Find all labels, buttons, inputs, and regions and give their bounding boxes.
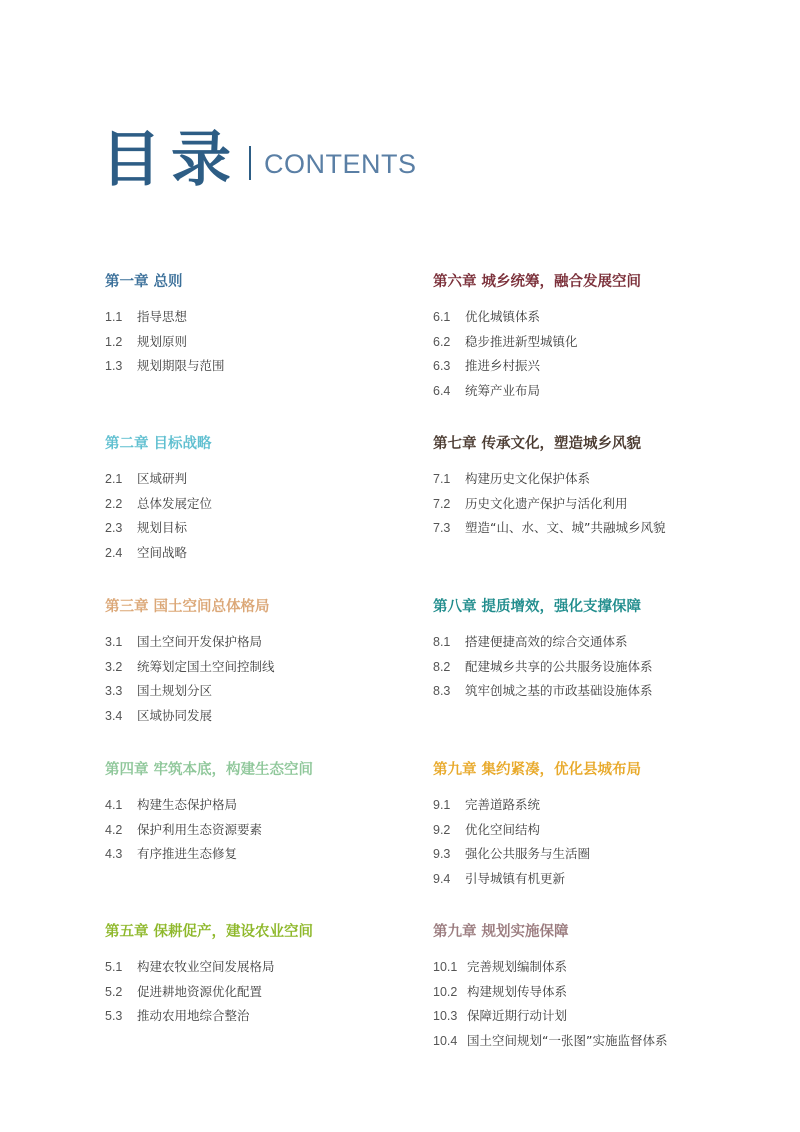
item-label: 筑牢创城之基的市政基础设施体系 (465, 683, 653, 698)
toc-title-en: CONTENTS (264, 149, 417, 179)
item-label: 有序推进生态修复 (137, 846, 238, 861)
toc-item[interactable] (433, 467, 763, 492)
toc-item[interactable] (433, 516, 763, 541)
item-label: 推进乡村振兴 (465, 358, 541, 373)
chapter-title: 第六章 城乡统筹，融合发展空间 (433, 274, 642, 290)
item-label: 完善规划编制体系 (467, 959, 568, 974)
toc-item[interactable] (433, 354, 763, 379)
toc-item[interactable] (433, 1029, 763, 1054)
item-number: 3.1 (105, 635, 123, 649)
toc-item[interactable] (433, 818, 763, 843)
toc-item[interactable] (105, 955, 435, 980)
toc-item[interactable] (433, 305, 763, 330)
toc-item[interactable] (433, 330, 763, 355)
item-label: 构建规划传导体系 (467, 983, 568, 999)
item-number: 8.3 (433, 684, 451, 698)
chapter-9 (433, 760, 763, 891)
item-number: 2.4 (105, 545, 123, 560)
toc-item[interactable] (105, 630, 435, 655)
chapter-2 (105, 434, 435, 565)
toc-item[interactable] (105, 305, 435, 330)
toc-item[interactable] (433, 492, 763, 517)
item-number: 3.2 (105, 659, 123, 674)
toc-item[interactable] (433, 655, 763, 680)
item-label: 稳步推进新型城镇化 (465, 333, 578, 349)
toc-item[interactable] (105, 467, 435, 492)
item-label: 保障近期行动计划 (467, 1008, 568, 1023)
item-number: 9.4 (433, 871, 451, 886)
item-label: 总体发展定位 (137, 495, 213, 511)
toc-item[interactable] (433, 867, 763, 892)
item-label: 历史文化遗产保护与活化利用 (465, 495, 628, 511)
chapter-5 (105, 922, 435, 1029)
chapter-1 (105, 272, 435, 379)
toc-item[interactable] (105, 980, 435, 1005)
item-number: 4.1 (105, 798, 123, 812)
item-number: 9.2 (433, 822, 451, 837)
item-label: 规划目标 (137, 520, 188, 535)
chapter-4 (105, 760, 435, 867)
toc-item[interactable] (433, 842, 763, 867)
item-number: 10.1 (433, 960, 458, 974)
item-number: 8.2 (433, 659, 451, 674)
item-label: 搭建便捷高效的综合交通体系 (465, 634, 628, 649)
item-label: 引导城镇有机更新 (465, 870, 566, 886)
item-label: 区域协同发展 (137, 707, 213, 723)
item-number: 7.3 (433, 521, 451, 535)
item-number: 6.3 (433, 359, 451, 373)
toc-item[interactable] (433, 955, 763, 980)
chapter-3 (105, 597, 435, 728)
item-number: 6.2 (433, 334, 451, 349)
item-number: 7.2 (433, 496, 451, 511)
toc-item[interactable] (433, 1004, 763, 1029)
toc-item[interactable] (433, 379, 763, 404)
item-label: 强化公共服务与生活圈 (465, 846, 591, 861)
item-label: 统筹划定国土空间控制线 (137, 658, 275, 674)
item-label: 塑造“山、水、文、城”共融城乡风貌 (465, 520, 666, 535)
item-number: 1.1 (105, 310, 123, 324)
item-number: 1.2 (105, 334, 123, 349)
item-label: 促进耕地资源优化配置 (137, 983, 263, 999)
item-label: 区域研判 (137, 471, 188, 486)
item-number: 9.1 (433, 798, 451, 812)
item-label: 完善道路系统 (465, 797, 541, 812)
item-number: 10.4 (433, 1033, 458, 1048)
item-label: 构建历史文化保护体系 (465, 471, 591, 486)
item-number: 6.1 (433, 310, 451, 324)
title-divider (249, 146, 251, 180)
item-number: 3.3 (105, 684, 123, 698)
toc-item[interactable] (433, 679, 763, 704)
chapter-title: 第七章 传承文化，塑造城乡风貌 (433, 436, 642, 452)
toc-item[interactable] (105, 516, 435, 541)
toc-item[interactable] (105, 793, 435, 818)
item-label: 优化空间结构 (465, 821, 541, 837)
item-number: 10.2 (433, 984, 458, 999)
chapter-title: 第五章 保耕促产，建设农业空间 (105, 924, 314, 940)
item-number: 1.3 (105, 359, 123, 373)
item-number: 6.4 (433, 383, 451, 398)
item-label: 国土规划分区 (137, 683, 213, 698)
toc-item[interactable] (105, 842, 435, 867)
item-label: 统筹产业布局 (465, 382, 541, 398)
item-number: 5.1 (105, 960, 123, 974)
item-number: 10.3 (433, 1009, 458, 1023)
item-label: 国土空间开发保护格局 (137, 634, 263, 649)
item-label: 推动农用地综合整治 (137, 1008, 250, 1023)
toc-item[interactable] (105, 354, 435, 379)
item-label: 规划原则 (137, 333, 188, 349)
toc-item[interactable] (105, 541, 435, 566)
item-number: 8.1 (433, 635, 451, 649)
chapter-8 (433, 597, 763, 704)
item-number: 7.1 (433, 472, 451, 486)
item-label: 指导思想 (137, 309, 188, 324)
item-number: 2.3 (105, 521, 123, 535)
chapter-title: 第一章 总则 (105, 274, 183, 290)
chapter-6 (433, 272, 763, 403)
toc-item[interactable] (105, 679, 435, 704)
toc-item[interactable] (105, 330, 435, 355)
chapter-title: 第九章 集约紧凑，优化县城布局 (433, 762, 642, 778)
toc-title-cn: 目录 (101, 125, 241, 195)
item-label: 保护利用生态资源要素 (137, 821, 263, 837)
item-number: 2.2 (105, 496, 123, 511)
item-number: 4.2 (105, 822, 123, 837)
toc-item[interactable] (105, 704, 435, 729)
toc-item[interactable] (105, 1004, 435, 1029)
item-number: 9.3 (433, 847, 451, 861)
item-number: 4.3 (105, 847, 123, 861)
toc-item[interactable] (105, 492, 435, 517)
chapter-title: 第九章 规划实施保障 (433, 924, 569, 940)
item-label: 空间战略 (137, 544, 188, 560)
item-number: 5.2 (105, 984, 123, 999)
item-number: 3.4 (105, 708, 123, 723)
chapter-title: 第四章 牢筑本底，构建生态空间 (105, 762, 314, 778)
item-number: 5.3 (105, 1009, 123, 1023)
toc-item[interactable] (105, 818, 435, 843)
chapter-title: 第八章 提质增效，强化支撑保障 (433, 599, 642, 615)
toc-item[interactable] (433, 793, 763, 818)
item-label: 构建生态保护格局 (137, 797, 238, 812)
item-label: 国土空间规划“一张图”实施监督体系 (467, 1032, 668, 1048)
item-label: 优化城镇体系 (465, 309, 541, 324)
toc-item[interactable] (105, 655, 435, 680)
chapter-title: 第二章 目标战略 (105, 436, 212, 452)
chapter-7 (433, 434, 763, 541)
item-number: 2.1 (105, 472, 123, 486)
toc-item[interactable] (433, 630, 763, 655)
chapter-title: 第三章 国土空间总体格局 (105, 599, 270, 615)
item-label: 构建农牧业空间发展格局 (137, 959, 275, 974)
item-label: 配建城乡共享的公共服务设施体系 (465, 658, 653, 674)
toc-item[interactable] (433, 980, 763, 1005)
chapter-10 (433, 922, 763, 1053)
item-label: 规划期限与范围 (137, 358, 225, 373)
